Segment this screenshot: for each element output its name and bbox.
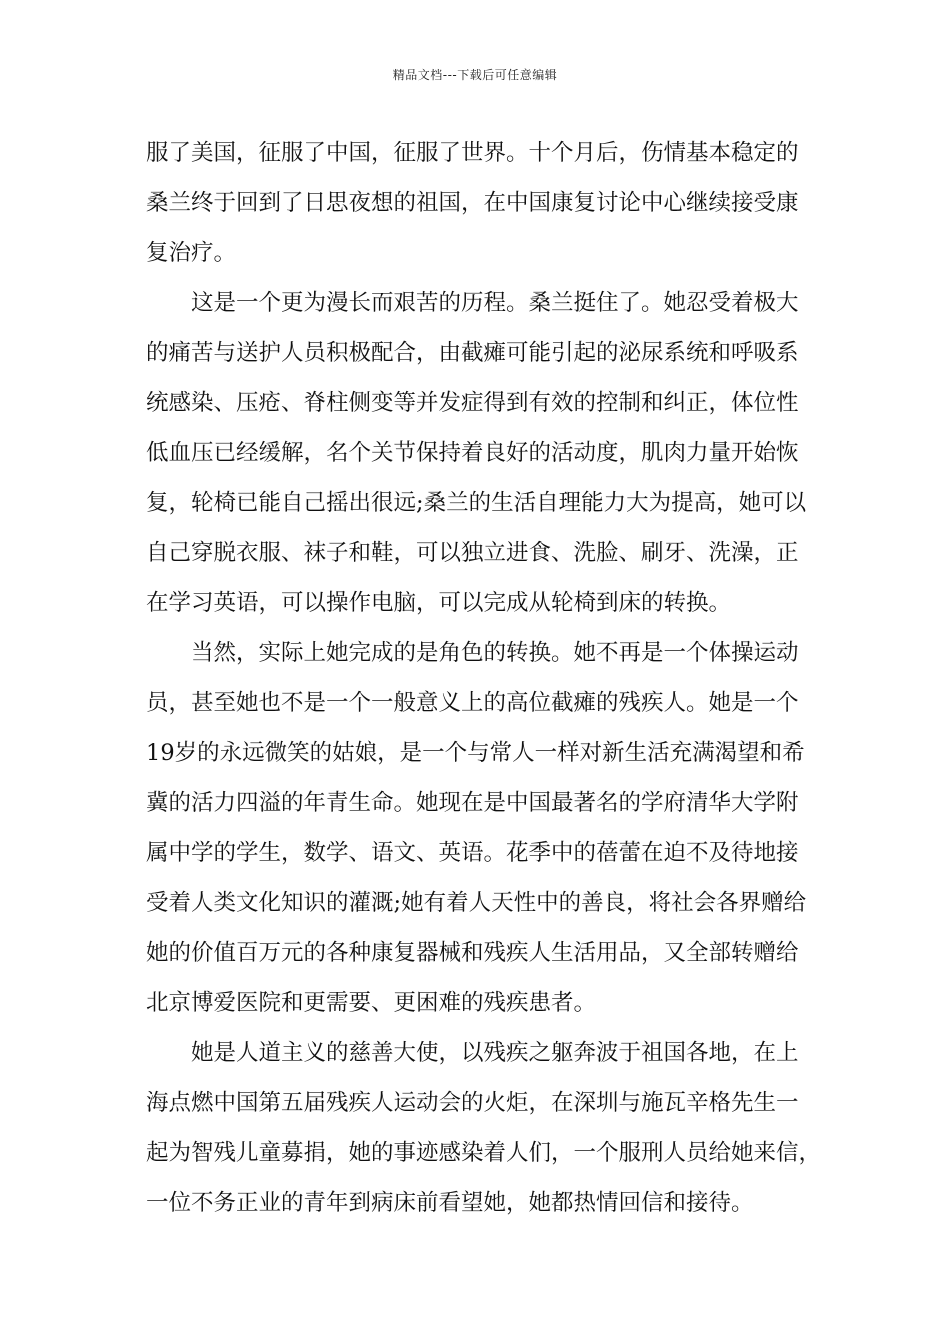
text-line: 冀的活力四溢的年青生命。她现在是中国最著名的学府清华大学附 bbox=[146, 790, 799, 816]
text-line: 受着人类文化知识的灌溉;她有着人天性中的善良，将社会各界赠给 bbox=[146, 890, 807, 916]
text-line: 属中学的学生，数学、语文、英语。花季中的蓓蕾在迫不及待地接 bbox=[146, 840, 799, 866]
text-line: 19岁的永远微笑的姑娘，是一个与常人一样对新生活充满渴望和希 bbox=[146, 740, 805, 766]
text-line: 她的价值百万元的各种康复器械和残疾人生活用品，又全部转赠给 bbox=[146, 940, 799, 966]
text-line: 低血压已经缓解，名个关节保持着良好的活动度，肌肉力量开始恢 bbox=[146, 440, 799, 466]
text-line: 北京博爱医院和更需要、更困难的残疾患者。 bbox=[146, 990, 597, 1016]
paragraph-start-line: 这是一个更为漫长而艰苦的历程。桑兰挺住了。她忍受着极大 bbox=[191, 290, 799, 316]
text-line: 起为智残儿童募捐，她的事迹感染着人们，一个服刑人员给她来信， bbox=[146, 1140, 822, 1166]
text-line: 自己穿脱衣服、袜子和鞋，可以独立进食、洗脸、刷牙、洗澡，正 bbox=[146, 540, 799, 566]
text-line: 一位不务正业的青年到病床前看望她，她都热情回信和接待。 bbox=[146, 1190, 754, 1216]
text-line: 统感染、压疮、脊柱侧变等并发症得到有效的控制和纠正，体位性 bbox=[146, 390, 799, 416]
text-line: 桑兰终于回到了日思夜想的祖国，在中国康复讨论中心继续接受康 bbox=[146, 190, 799, 216]
text-line: 员，甚至她也不是一个一般意义上的高位截瘫的残疾人。她是一个 bbox=[146, 690, 799, 716]
text-line: 复治疗。 bbox=[146, 240, 237, 266]
text-line: 复，轮椅已能自己摇出很远;桑兰的生活自理能力大为提高，她可以 bbox=[146, 490, 807, 516]
text-line: 在学习英语，可以操作电脑，可以完成从轮椅到床的转换。 bbox=[146, 590, 732, 616]
text-line: 的痛苦与送护人员积极配合，由截瘫可能引起的泌尿系统和呼吸系 bbox=[146, 340, 799, 366]
page-header: 精品文档---下载后可任意编辑 bbox=[392, 68, 558, 82]
paragraph-start-line: 她是人道主义的慈善大使，以残疾之躯奔波于祖国各地，在上 bbox=[191, 1040, 799, 1066]
document-body bbox=[146, 128, 826, 1228]
text-line: 服了美国，征服了中国，征服了世界。十个月后，伤情基本稳定的 bbox=[146, 140, 799, 166]
text-line: 海点燃中国第五届残疾人运动会的火炬，在深圳与施瓦辛格先生一 bbox=[146, 1090, 799, 1116]
paragraph-start-line: 当然，实际上她完成的是角色的转换。她不再是一个体操运动 bbox=[191, 640, 799, 666]
